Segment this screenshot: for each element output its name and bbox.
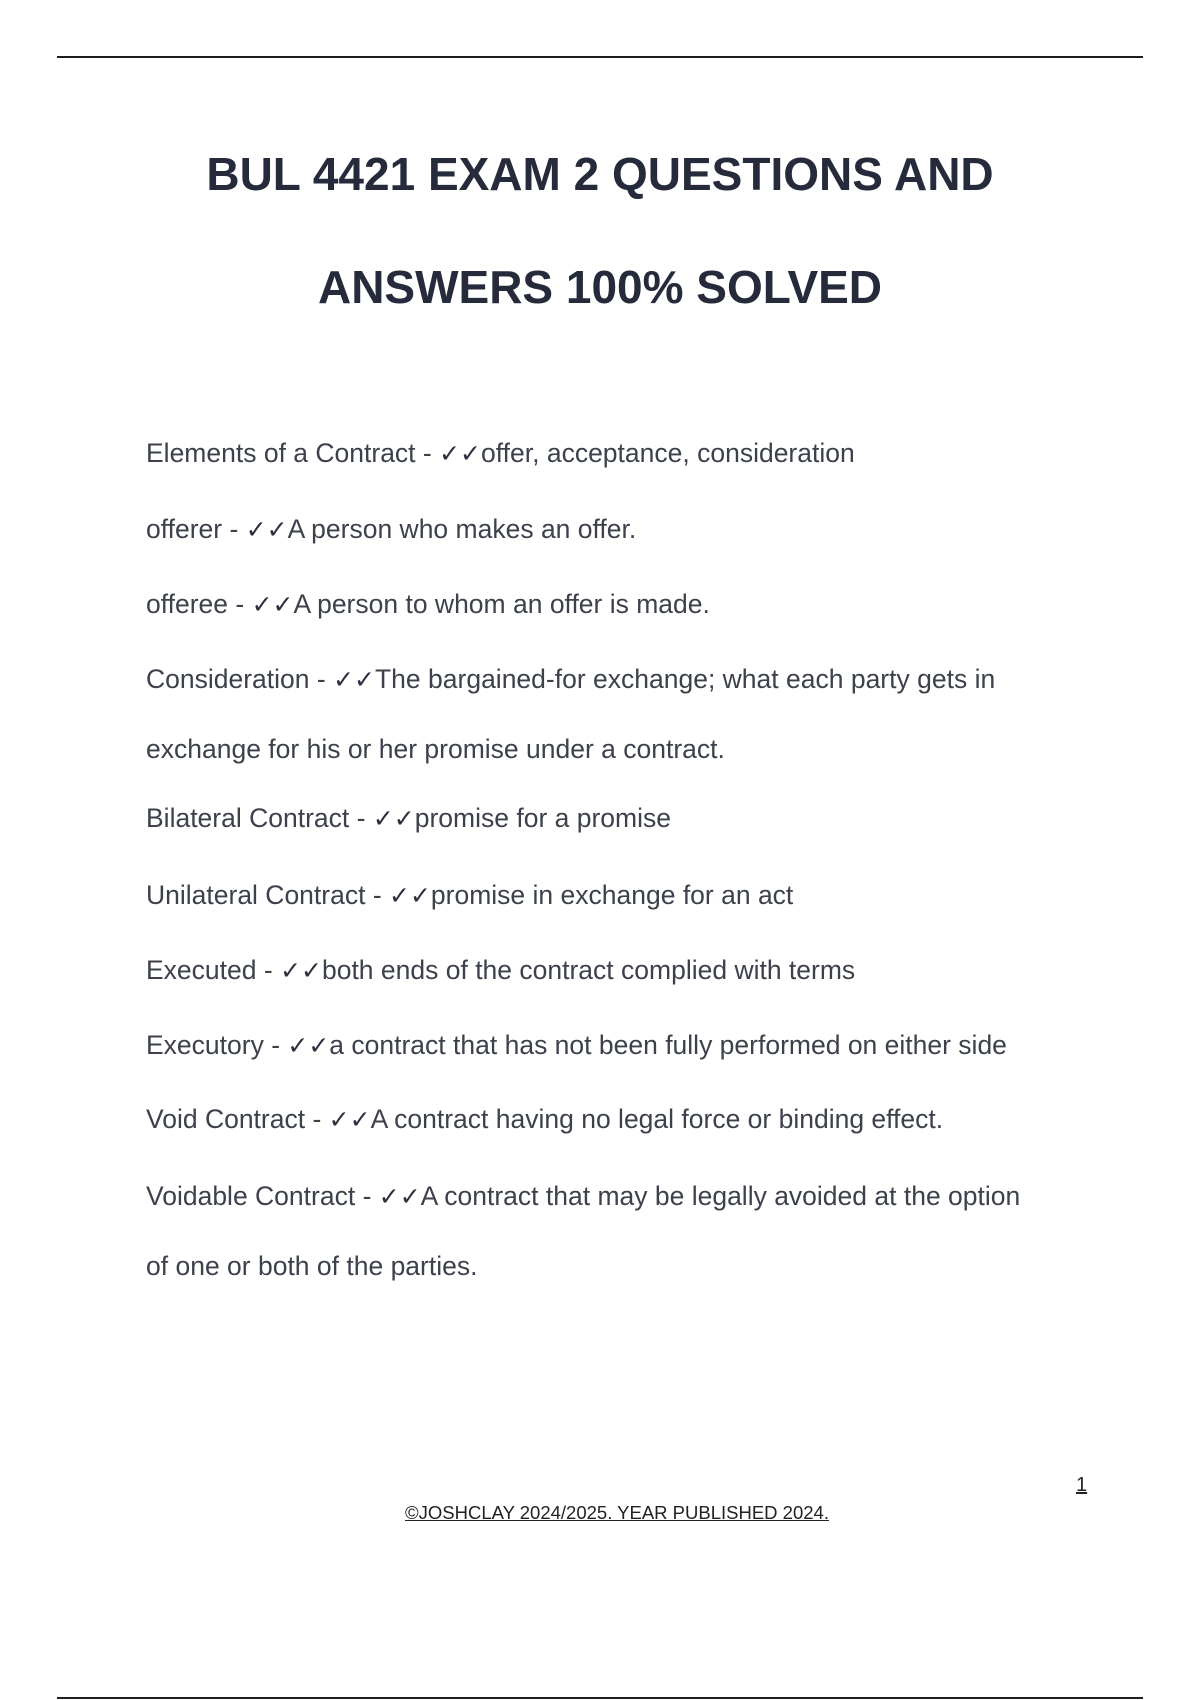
entry-term: Void Contract <box>146 1104 306 1134</box>
bottom-rule <box>57 1697 1143 1699</box>
entry-elements-of-a-contract <box>146 418 1096 488</box>
check-mark-icon: ✓✓ <box>245 515 288 544</box>
check-mark-icon: ✓✓ <box>280 956 322 985</box>
entry-separator: - <box>309 664 334 694</box>
entry-separator: - <box>415 438 440 468</box>
entry-separator: - <box>365 880 390 910</box>
document-title-line-2: ANSWERS 100% SOLVED <box>317 261 883 313</box>
entry-offeree <box>146 569 1096 639</box>
entry-consideration <box>146 644 1096 784</box>
entry-separator: - <box>228 589 252 619</box>
entry-voidable-contract <box>146 1161 1096 1301</box>
top-rule <box>57 56 1143 58</box>
entry-term: Executed <box>146 955 257 985</box>
entry-definition-continuation: of one or both of the parties. <box>146 1251 478 1281</box>
footer-copyright-text: ©JOSHCLAY 2024/2025. YEAR PUBLISHED 2024. <box>405 1502 829 1523</box>
entry-term: Consideration <box>146 664 310 694</box>
check-mark-icon: ✓✓ <box>372 804 415 833</box>
entry-definition: promise for a promise <box>414 803 671 833</box>
entry-separator: - <box>349 803 373 833</box>
entry-separator: - <box>355 1181 379 1211</box>
check-mark-icon: ✓✓ <box>333 665 375 694</box>
entry-term: Elements of a Contract <box>146 438 416 468</box>
check-mark-icon: ✓✓ <box>251 590 294 619</box>
entry-term: Bilateral Contract <box>146 803 350 833</box>
entry-definition: A contract that may be legally avoided at the option <box>420 1181 1021 1211</box>
entry-bilateral-contract <box>146 783 1096 853</box>
entry-definition: The bargained-for exchange; what each party gets in <box>375 664 996 694</box>
entry-separator: - <box>305 1104 329 1134</box>
page-number: 1 <box>1076 1474 1088 1496</box>
entry-void-contract <box>146 1084 1096 1154</box>
entry-definition: offer, acceptance, consideration <box>481 438 855 468</box>
entry-definition: A contract having no legal force or binding effect. <box>370 1104 944 1134</box>
entry-term: Unilateral Contract <box>146 880 366 910</box>
check-mark-icon: ✓✓ <box>378 1182 421 1211</box>
entry-term: Executory <box>146 1030 264 1060</box>
entry-executory <box>146 1010 1096 1080</box>
entry-unilateral-contract <box>146 860 1096 930</box>
entry-separator: - <box>222 514 246 544</box>
entry-definition: both ends of the contract complied with terms <box>321 955 856 985</box>
entry-definition: a contract that has not been fully performed on either side <box>329 1030 1007 1060</box>
entry-executed <box>146 935 1096 1005</box>
entry-term: offerer <box>146 514 223 544</box>
check-mark-icon: ✓✓ <box>389 881 431 910</box>
entry-separator: - <box>256 955 281 985</box>
entry-term: offeree <box>146 589 229 619</box>
entry-definition: promise in exchange for an act <box>430 880 794 910</box>
entry-separator: - <box>263 1030 288 1060</box>
check-mark-icon: ✓✓ <box>287 1031 330 1060</box>
entry-definition-continuation: exchange for his or her promise under a contract. <box>146 734 725 764</box>
check-mark-icon: ✓✓ <box>439 439 482 468</box>
check-mark-icon: ✓✓ <box>328 1105 371 1134</box>
footer-copyright <box>0 1502 1200 1524</box>
entry-offerer <box>146 494 1096 564</box>
entry-term: Voidable Contract <box>146 1181 356 1211</box>
entry-definition: A person who makes an offer. <box>287 514 637 544</box>
entry-definition: A person to whom an offer is made. <box>293 589 710 619</box>
document-title-line-1: BUL 4421 EXAM 2 QUESTIONS AND <box>206 148 994 200</box>
